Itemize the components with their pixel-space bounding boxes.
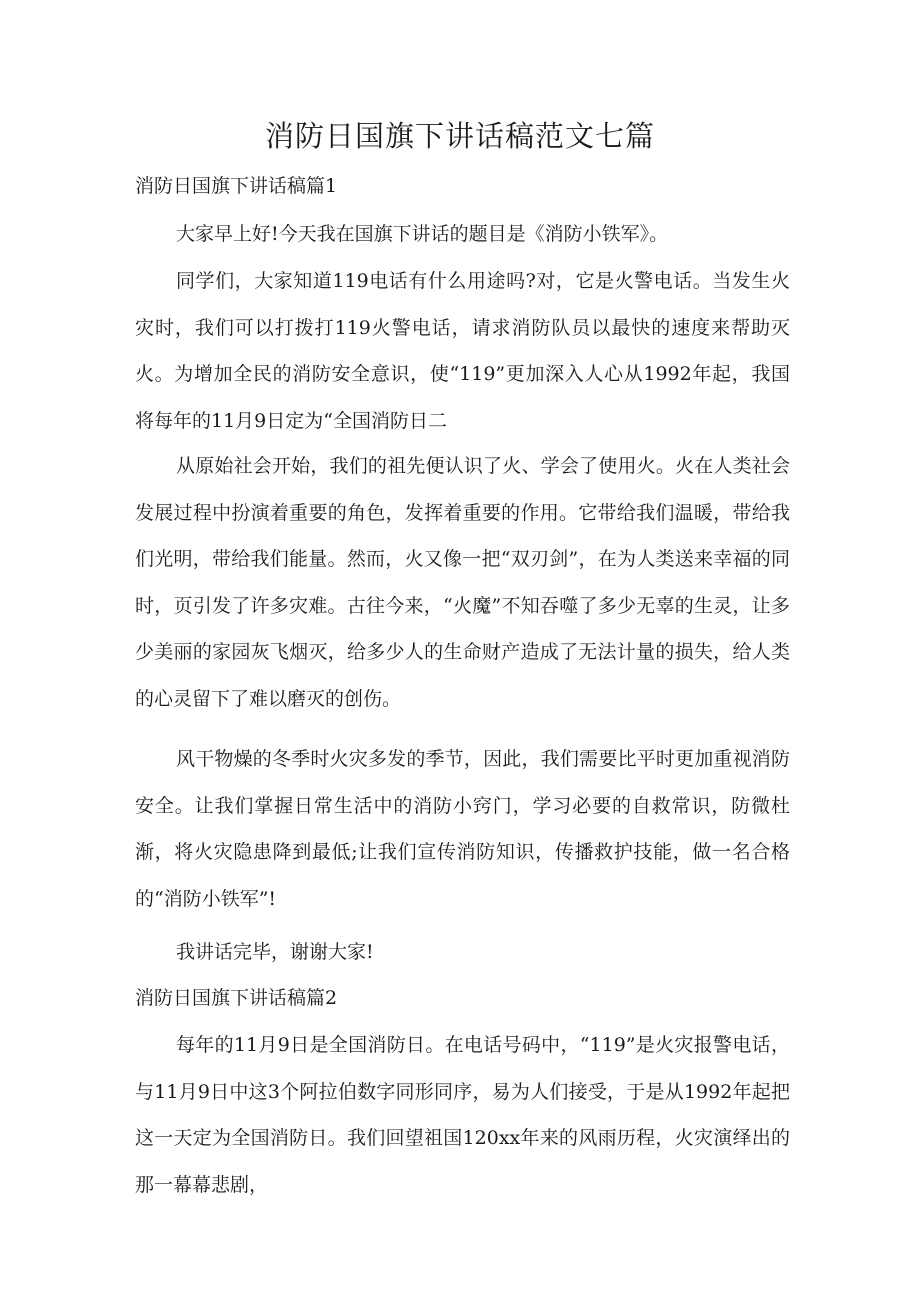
paragraph: 同学们，大家知道119电话有什么用途吗?对，它是火警电话。当发生火灾时，我们可以打拨打119火警电话，请求消防队员以最快的速度来帮助灭火。为增加全民的消防安全意识，使“119”更加深入人心从1992年起，我国将每年的11月9日定为“全国消防日二	[135, 270, 790, 432]
section-heading: 消防日国旗下讲话稿篇1	[135, 175, 338, 197]
section-heading: 消防日国旗下讲话稿篇2	[135, 987, 338, 1009]
paragraph: 风干物燥的冬季时火灾多发的季节，因此，我们需要比平时更加重视消防安全。让我们掌握日常生活中的消防小窍门，学习必要的自救常识，防微杜渐，将火灾隐患降到最低;让我们宣传消防知识，传播救护技能，做一名合格的“消防小铁军”!	[135, 748, 790, 910]
paragraph: 我讲话完毕，谢谢大家!	[176, 941, 374, 963]
paragraph: 从原始社会开始，我们的祖先便认识了火、学会了使用火。火在人类社会发展过程中扮演着重要的角色，发挥着重要的作用。它带给我们温暖，带给我们光明，带给我们能量。然而，火又像一把“双刃剑”，在为人类送来幸福的同时，页引发了许多灾难。古往今来，“火魔”不知吞噬了多少无辜的生灵，让多少美丽的家园灰飞烟灭，给多少人的生命财产造成了无法计量的损失，给人类的心灵留下了难以磨灭的创伤。	[135, 455, 790, 710]
paragraph: 大家早上好!今天我在国旗下讲话的题目是《消防小铁军》。	[176, 223, 669, 245]
document-title: 消防日国旗下讲话稿范文七篇	[264, 119, 655, 153]
paragraph: 每年的11月9日是全国消防日。在电话号码中，“119”是火灾报警电话，与11月9日中这3个阿拉伯数字同形同序，易为人们接受，于是从1992年起把这一天定为全国消防日。我们回望祖国120xx年来的风雨历程，火灾演绎出的那一幕幕悲剧，	[135, 1034, 790, 1196]
